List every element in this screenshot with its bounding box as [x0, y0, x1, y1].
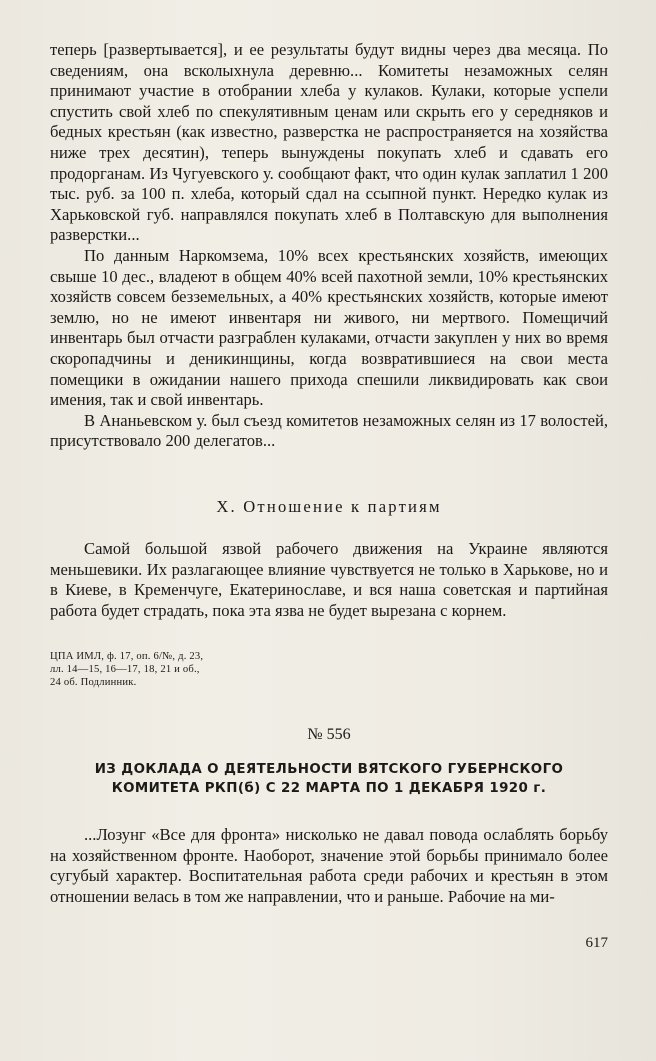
- section-heading: X. Отношение к партиям: [216, 497, 442, 516]
- archive-source-note: [50, 650, 310, 689]
- paragraph-narkomzem-data: По данным Наркомзема, 10% всех крестьянских хозяйств, имеющих свыше 10 дес., владеют в общем 40% всей пахотной земли, 10% крестьянских хозяйств совсем безземельных, а 40% крестьянских хозяйств, которые имеют землю, но не имеют инвентаря ни живого, ни мертвого. Помещичий инвентарь был отчасти разграблен кулаками, отчасти закуплен у них во время скоропадчины и деникинщины, когда возвратившиеся на свои места помещики в ожидании нашего прихода спешили ликвидировать как свои имения, так и свой инвентарь.: [50, 245, 608, 410]
- text-block-land-reform: [50, 40, 608, 452]
- document-title-line: КОМИТЕТА РКП(б) С 22 МАРТА ПО 1 ДЕКАБРЯ 1920 г.: [111, 781, 547, 796]
- source-line: ЦПА ИМЛ, ф. 17, оп. 6/№, д. 23,: [50, 651, 204, 662]
- source-line: 24 об. Подлинник.: [50, 677, 137, 688]
- document-title: [50, 760, 608, 798]
- document-number: № 556: [307, 726, 351, 743]
- paragraph-requisition: теперь [развертывается], и ее результаты будут видны через два месяца. По сведениям, она всколыхнула деревню... Комитеты незаможных селян принимают участие в отобрании хлеба у кулаков. Кулаки, которые успели спустить свой хлеб по спекулятивным ценам или скрыть его у середняков и бедных крестьян (как известно, разверстка не распространяется на хозяйства ниже трех десятин), теперь вынуждены покупать хлеб и сдавать его продорганам. Из Чугуевского у. сообщают факт, что один кулак заплатил 1 200 тыс. руб. за 100 п. хлеба, который сдал на ссыпной пункт. Нередко кулак из Харьковской губ. направлялся покупать хлеб в Полтавскую для выполнения разверстки...: [50, 40, 608, 245]
- text-block-vyatka-report: [50, 825, 608, 907]
- text-block-parties: [50, 539, 608, 621]
- paragraph-mensheviks: Самой большой язвой рабочего движения на Украине являются меньшевики. Их разлагающее влияние чувствуется не только в Харькове, но и в Киеве, в Кременчуге, Екатеринославе, и вся наша советская и партийная работа будет страдать, пока эта язва не будет вырезана с корнем.: [50, 539, 608, 620]
- source-line: лл. 14—15, 16—17, 18, 21 и об.,: [50, 664, 200, 675]
- document-title-line: ИЗ ДОКЛАДА О ДЕЯТЕЛЬНОСТИ ВЯТСКОГО ГУБЕРНСКОГО: [94, 762, 564, 777]
- paragraph-ananyev-congress: В Ананьевском у. был съезд комитетов незаможных селян из 17 волостей, присутствовало 200 делегатов...: [50, 410, 608, 451]
- page-number: 617: [585, 935, 608, 951]
- paragraph-front-slogan: ...Лозунг «Все для фронта» нисколько не давал повода ослаблять борьбу на хозяйственном фронте. Наоборот, значение этой борьбы принимало более сугубый характер. Воспитательная работа среди рабочих и крестьян в этом отношении велась в том же направлении, что и раньше. Рабочие на ми-: [50, 825, 608, 906]
